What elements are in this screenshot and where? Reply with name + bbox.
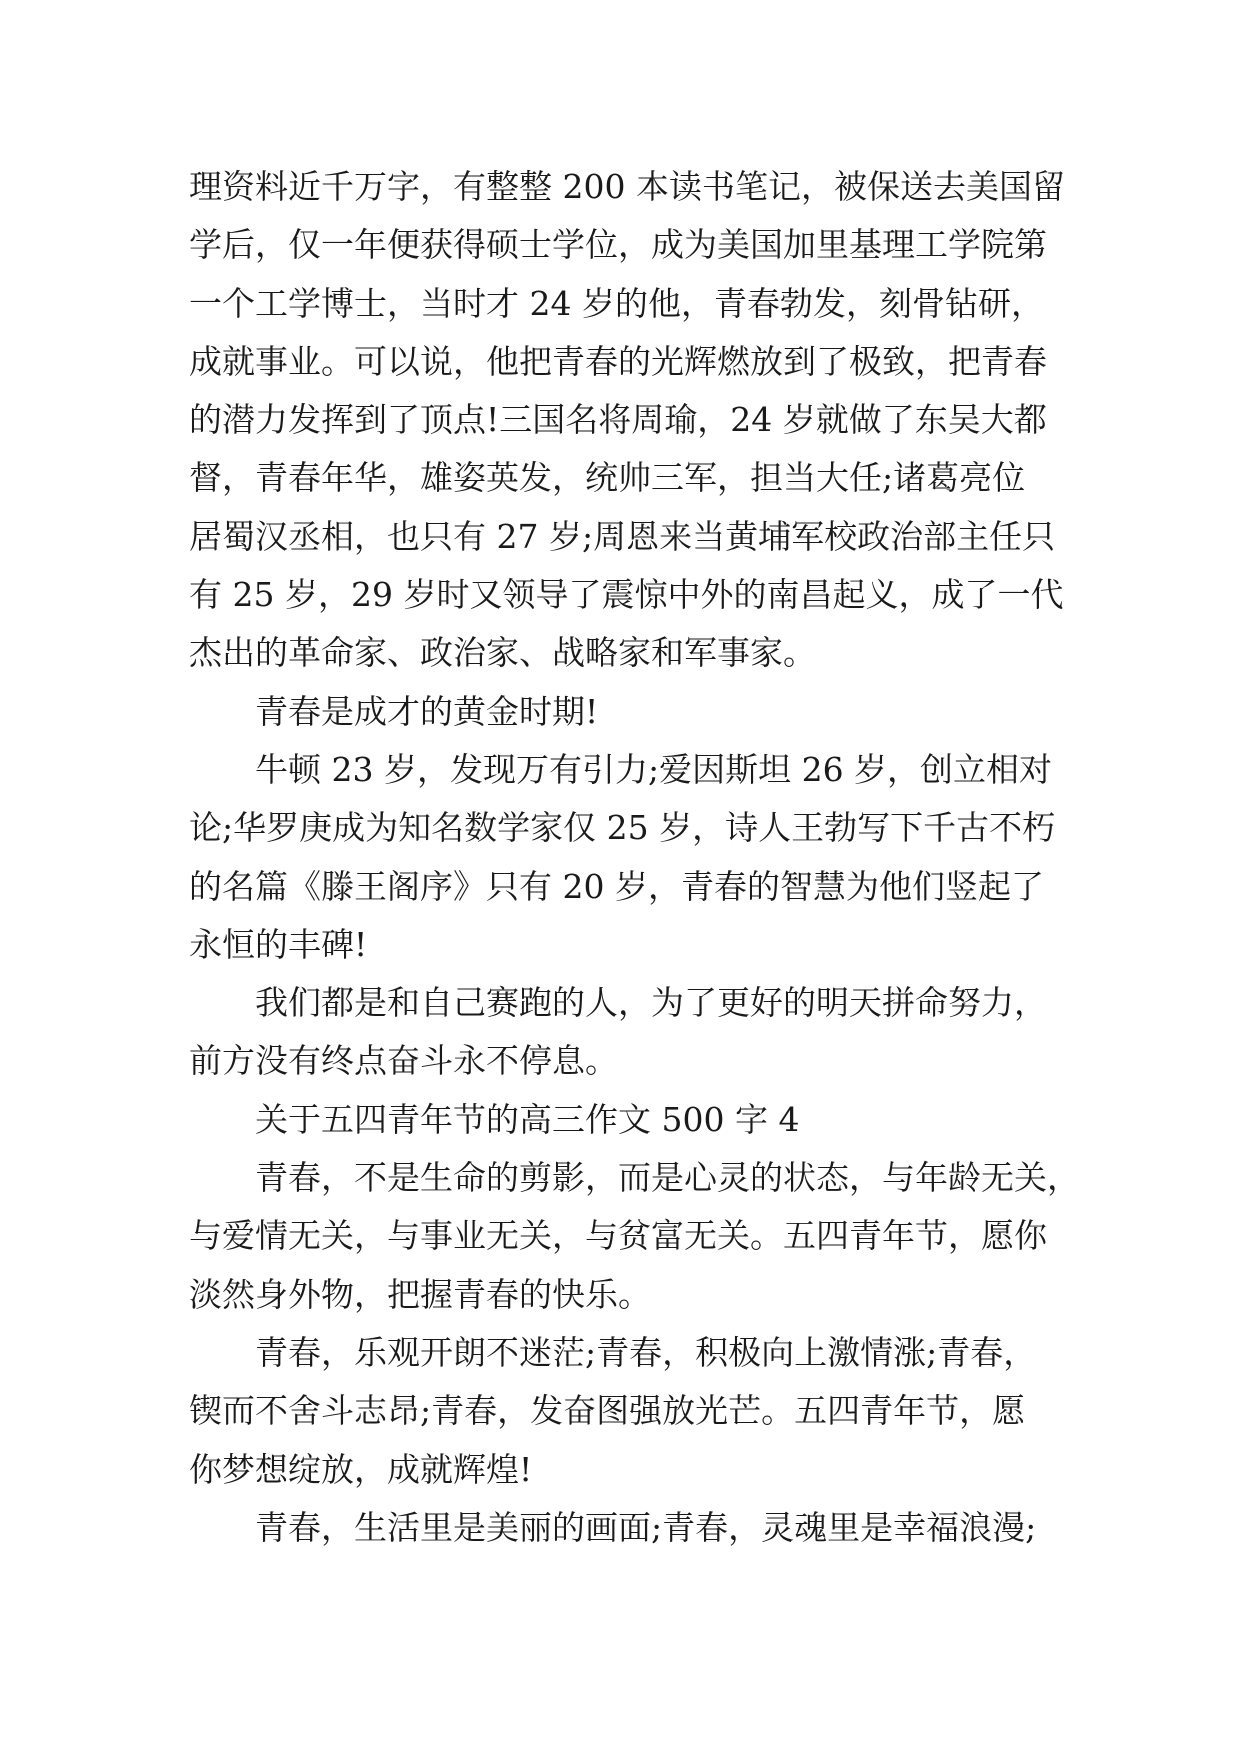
text-line: 永恒的丰碑!: [189, 924, 368, 964]
text-line: 学后，仅一年便获得硕士学位，成为美国加里基理工学院第: [189, 225, 1047, 265]
text-line: 督，青春年华，雄姿英发，统帅三军，担当大任;诸葛亮位: [189, 458, 1026, 498]
text-line: 与爱情无关，与事业无关，与贫富无关。五四青年节，愿你: [189, 1216, 1047, 1256]
text-line: 有 25 岁，29 岁时又领导了震惊中外的南昌起义，成了一代: [189, 575, 1064, 615]
paragraph-first-line: 青春是成才的黄金时期!: [255, 691, 599, 731]
text-line: 论;华罗庚成为知名数学家仅 25 岁，诗人王勃写下千古不朽: [189, 808, 1056, 848]
text-line: 居蜀汉丞相，也只有 27 岁;周恩来当黄埔军校政治部主任只: [189, 516, 1056, 556]
text-line: 成就事业。可以说，他把青春的光辉燃放到了极致，把青春: [189, 341, 1047, 381]
text-line: 理资料近千万字，有整整 200 本读书笔记，被保送去美国留: [189, 167, 1065, 206]
paragraph-first-line: 青春，乐观开朗不迷茫;青春，积极向上激情涨;青春，: [255, 1332, 1037, 1372]
text-line: 的潜力发挥到了顶点!三国名将周瑜，24 岁就做了东吴大都: [189, 400, 1047, 440]
text-line: 前方没有终点奋斗永不停息。: [189, 1041, 618, 1081]
text-line: 你梦想绽放，成就辉煌!: [189, 1449, 533, 1489]
body-text: [189, 158, 1080, 1557]
paragraph-first-line: 牛顿 23 岁，发现万有引力;爱因斯坦 26 岁，创立相对: [255, 749, 1053, 789]
paragraph-first-line: 我们都是和自己赛跑的人，为了更好的明天拼命努力，: [255, 983, 1047, 1023]
paragraph-first-line: 青春，不是生命的剪影，而是心灵的状态，与年龄无关，: [255, 1158, 1080, 1198]
text-line: 的名篇《滕王阁序》只有 20 岁，青春的智慧为他们竖起了: [189, 866, 1044, 906]
paragraph-first-line: 青春，生活里是美丽的画面;青春，灵魂里是幸福浪漫;: [255, 1507, 1037, 1547]
text-line: 淡然身外物，把握青春的快乐。: [189, 1274, 651, 1314]
text-line: 锲而不舍斗志昂;青春，发奋图强放光芒。五四青年节，愿: [189, 1391, 1026, 1431]
text-line: 一个工学博士，当时才 24 岁的他，青春勃发，刻骨钻研，: [189, 283, 1044, 323]
text-line: 杰出的革命家、政治家、战略家和军事家。: [189, 633, 816, 673]
paragraph-first-line: 关于五四青年节的高三作文 500 字 4: [255, 1099, 800, 1139]
